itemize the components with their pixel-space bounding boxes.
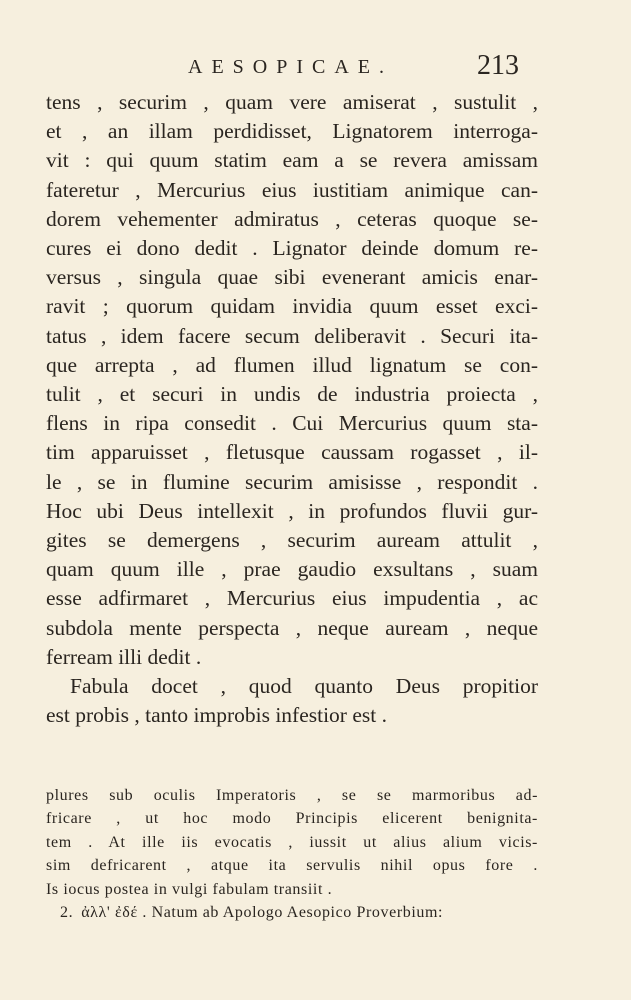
text-line: esse adfirmaret , Mercurius eius impudentia , ac <box>46 586 538 611</box>
text-line: que arrepta , ad flumen illud lignatum se con- <box>46 352 538 377</box>
text-line: quam quum ille , prae gaudio exsultans , suam <box>46 557 538 582</box>
footnote-number: 2. <box>60 904 74 922</box>
page-header <box>0 50 631 86</box>
text-line: ravit ; quorum quidam invidia quum esset exci- <box>46 294 538 319</box>
footnote-greek: ἀλλ' ἐδέ . <box>81 904 147 922</box>
text-line: et , an illam perdidisset, Lignatorem interroga- <box>46 119 538 144</box>
text-line: gites se demergens , securim auream attulit , <box>46 528 538 553</box>
footnote-line: sim defricarent , atque ita servulis nihil opus fore . <box>46 857 538 875</box>
text-line: Hoc ubi Deus intellexit , in profundos fluvii gur- <box>46 498 538 523</box>
footnote-line: plures sub oculis Imperatoris , se se marmoribus ad- <box>46 787 538 804</box>
text-line: fateretur , Mercurius eius iustitiam animique can- <box>46 177 538 202</box>
text-line: tulit , et securi in undis de industria proiecta , <box>46 382 538 407</box>
footnote-line: fricare , ut hoc modo Principis elicerent benignita- <box>46 810 538 828</box>
running-title: AESOPICAE. <box>188 56 394 78</box>
footnote-2 <box>46 901 538 924</box>
page-number: 213 <box>477 50 519 81</box>
footnote-line: Is iocus postea in vulgi fabulam transiit . <box>46 880 333 898</box>
main-text-block <box>46 88 538 730</box>
footnote-line: tem . At ille iis evocatis , iussit ut alius alium vicis- <box>46 833 538 851</box>
text-line: tim apparuisset , fletusque caussam rogasset , il- <box>46 440 538 465</box>
footnotes-block <box>46 784 538 924</box>
text-line: tatus , idem facere secum deliberavit . Securi ita- <box>46 323 538 348</box>
moral-line: Fabula docet , quod quanto Deus propitior <box>70 674 538 699</box>
text-line: vit : qui quum statim eam a se revera amissam <box>46 148 538 173</box>
footnote-text: Natum ab Apologo Aesopico Proverbium: <box>151 904 444 922</box>
text-line: le , se in flumine securim amisisse , respondit . <box>46 469 538 494</box>
text-line: cures ei dono dedit . Lignator deinde domum re- <box>46 236 538 261</box>
text-line: versus , singula quae sibi evenerant amicis enar- <box>46 265 538 290</box>
text-line: ferream illi dedit . <box>46 644 202 669</box>
text-line: tens , securim , quam vere amiserat , sustulit , <box>46 90 538 114</box>
moral-line: est probis , tanto improbis infestior est . <box>46 703 387 728</box>
text-line: dorem vehementer admiratus , ceteras quoque se- <box>46 206 538 231</box>
text-line: flens in ripa consedit . Cui Mercurius quum sta- <box>46 411 538 436</box>
text-line: subdola mente perspecta , neque auream , neque <box>46 615 538 640</box>
